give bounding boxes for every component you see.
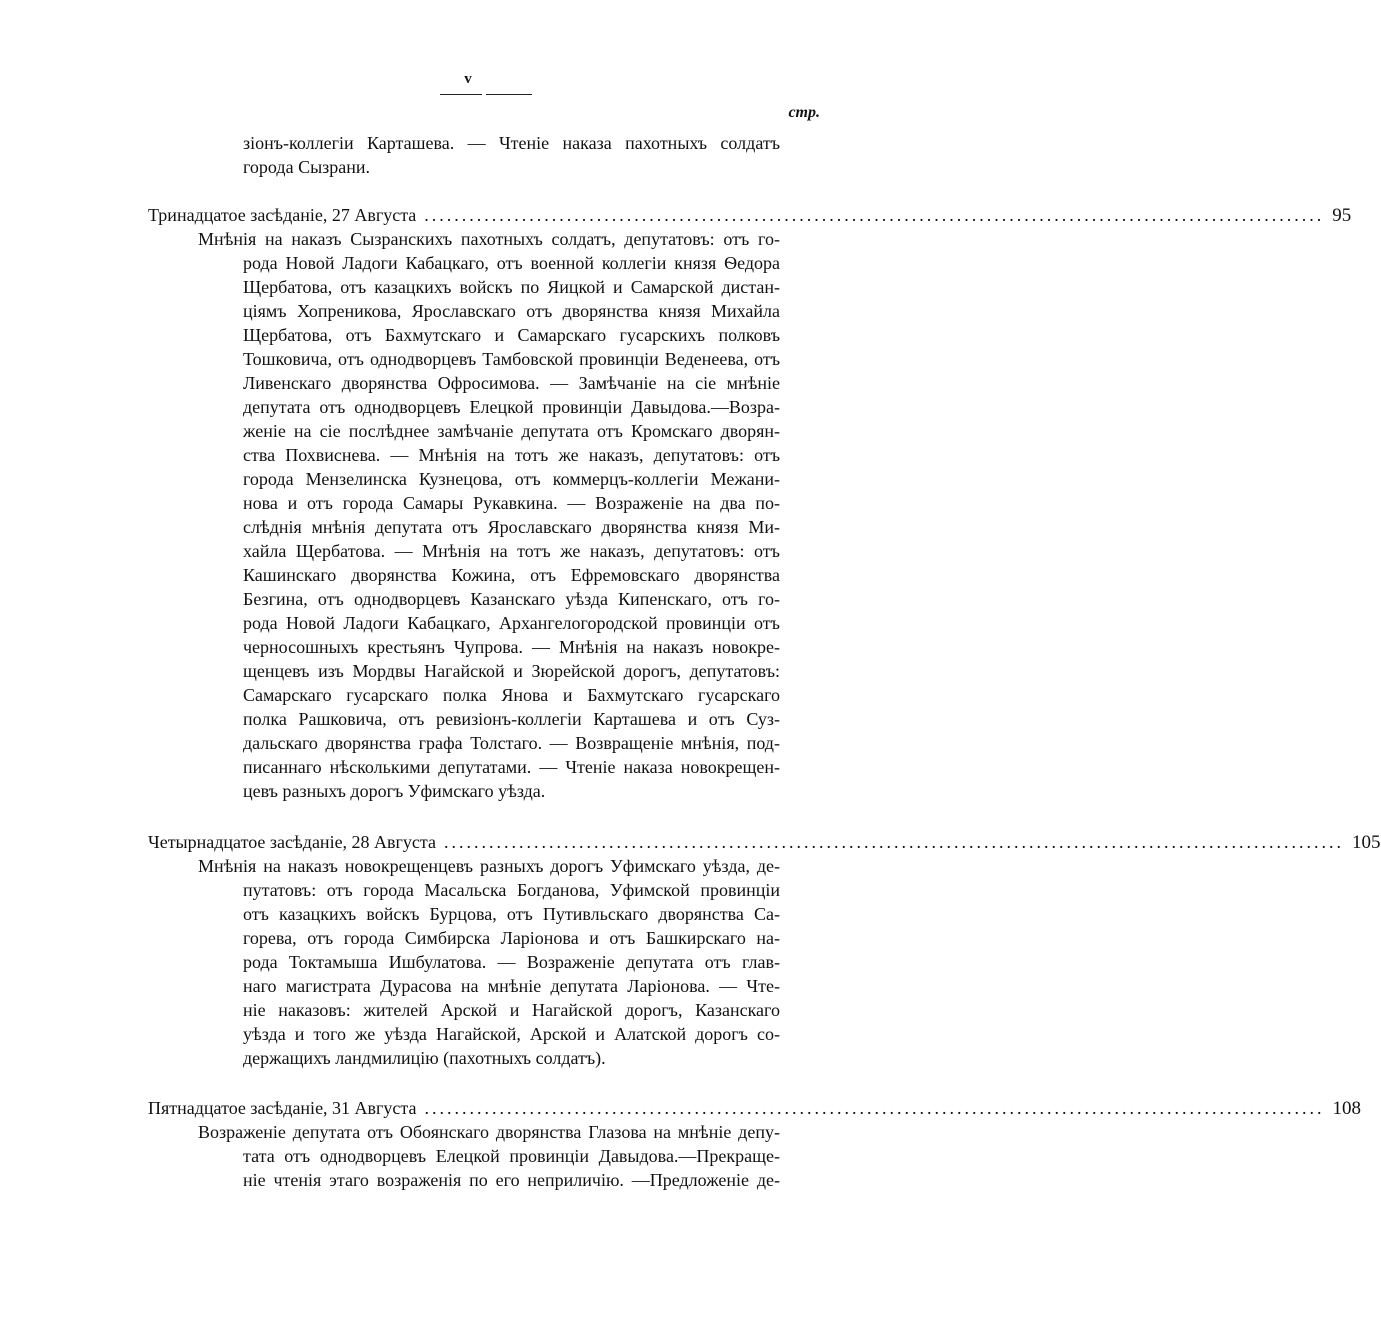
text-line: депутата отъ однодворцевъ Елецкой провинціи Давыдова.—Возра- (243, 397, 780, 417)
text-line: Безгина, отъ однодворцевъ Казанскаго уѣзда Кипенскаго, отъ го- (243, 589, 780, 609)
text-line: Самарскаго гусарскаго полка Янова и Бахмутскаго гусарскаго (243, 685, 781, 705)
text-line: рода Токтамыша Ишбулатова. — Возраженіе депутата отъ глав- (243, 952, 780, 972)
entry-page-number: 95 (1332, 205, 1352, 226)
text-line: города Сызрани. (243, 157, 371, 177)
toc-entry (148, 1096, 1361, 1192)
entry-heading (148, 1096, 1361, 1120)
entry-title: Тринадцатое засѣданіе, 27 Августа (148, 205, 417, 225)
text-line: Ливенскаго дворянства Офросимова. — Замѣчаніе на сіе мнѣніе (243, 373, 781, 393)
text-line: путатовъ: отъ города Масальска Богданова, Уфимской провинціи (243, 880, 780, 900)
text-line: Возраженіе депутата отъ Обоянскаго дворянства Глазова на мнѣніе депу- (198, 1122, 780, 1142)
text-line: дальскаго дворянства графа Толстаго. — Возвращеніе мнѣнія, под- (243, 733, 780, 753)
dot-leader: ........................................................................................................................ (424, 205, 1325, 225)
dot-leader: ........................................................................................................................ (444, 832, 1344, 852)
text-line: рода Новой Ладоги Кабацкаго, отъ военной коллегіи князя Ѳедора (243, 253, 781, 273)
text-line: ства Похвиснева. — Мнѣнія на тотъ же наказъ, депутатовъ: отъ (243, 445, 781, 465)
text-line: Мнѣнія на наказъ новокрещенцевъ разныхъ дорогъ Уфимскаго уѣзда, де- (198, 856, 781, 876)
text-line: отъ казацкихъ войскъ Бурцова, отъ Путивльскаго дворянства Са- (243, 904, 780, 924)
continuation-paragraph (148, 131, 820, 179)
text-line: рода Новой Ладоги Кабацкаго, Архангелогородской провинціи отъ (243, 613, 780, 633)
text-line: тата отъ однодворцевъ Елецкой провинціи Давыдова.—Прекраще- (243, 1146, 781, 1166)
entry-heading (148, 203, 1352, 227)
text-line: писаннаго нѣсколькими депутатами. — Чтеніе наказа новокрещен- (243, 757, 780, 777)
text-line: нова и отъ города Самары Рукавкина. — Возраженіе на два по- (243, 493, 781, 513)
text-line: слѣднія мнѣнія депутата отъ Ярославскаго дворянства князя Ми- (243, 517, 780, 537)
text-line: ніе чтенія этаго возраженія по его неприличію. —Предложеніе де- (243, 1170, 781, 1190)
folio-rule (486, 94, 532, 95)
page-column-label: стр. (788, 104, 820, 121)
text-line: хайла Щербатова. — Мнѣнія на тотъ же наказъ, депутатовъ: отъ (243, 541, 780, 561)
text-line: ціямъ Хопреникова, Ярославскаго отъ дворянства князя Михайла (243, 301, 781, 321)
text-line: женіе на сіе послѣднее замѣчаніе депутата отъ Кромскаго дворян- (243, 421, 781, 441)
text-line: горева, отъ города Симбирска Ларіонова и отъ Башкирскаго на- (243, 928, 780, 948)
entry-heading (148, 830, 1381, 854)
text-line: держащихъ ландмилицію (пахотныхъ солдатъ). (243, 1048, 606, 1068)
toc-entry (148, 203, 1352, 803)
page-folio: v (464, 71, 472, 87)
text-line: полка Рашковича, отъ ревизіонъ-коллегіи Карташева и отъ Суз- (243, 709, 781, 729)
text-line: наго магистрата Дурасова на мнѣніе депутата Ларіонова. — Чте- (243, 976, 780, 996)
text-line: ніе наказовъ: жителей Арской и Нагайской дорогъ, Казанскаго (243, 1000, 780, 1020)
text-line: зіонъ-коллегіи Карташева. — Чтеніе наказа пахотныхъ солдатъ (243, 133, 781, 153)
folio-rule (440, 94, 482, 95)
text-line: Щербатова, отъ Бахмутскаго и Самарскаго гусарскихъ полковъ (243, 325, 781, 345)
text-line: Мнѣнія на наказъ Сызранскихъ пахотныхъ солдатъ, депутатовъ: отъ го- (198, 229, 780, 249)
entry-page-number: 108 (1332, 1098, 1361, 1119)
text-line: цевъ разныхъ дорогъ Уфимскаго уѣзда. (243, 781, 546, 801)
text-line: города Мензелинска Кузнецова, отъ коммерцъ-коллегіи Межани- (243, 469, 781, 489)
text-line: Тошковича, отъ однодворцевъ Тамбовской провинціи Веденеева, отъ (243, 349, 781, 369)
toc-entry (148, 830, 1381, 1070)
text-line: Щербатова, отъ казацкихъ войскъ по Яицкой и Самарской дистан- (243, 277, 780, 297)
text-line: щенцевъ изъ Мордвы Нагайской и Зюрейской дорогъ, депутатовъ: (243, 661, 781, 681)
text-line: черносошныхъ крестьянъ Чупрова. — Мнѣнія на наказъ новокре- (243, 637, 781, 657)
entry-page-number: 105 (1352, 832, 1381, 853)
entry-title: Пятнадцатое засѣданіе, 31 Августа (148, 1098, 417, 1118)
text-line: уѣзда и того же уѣзда Нагайской, Арской и Алатской дорогъ со- (243, 1024, 781, 1044)
text-line: Кашинскаго дворянства Кожина, отъ Ефремовскаго дворянства (243, 565, 780, 585)
entry-title: Четырнадцатое засѣданіе, 28 Августа (148, 832, 436, 852)
dot-leader: ........................................................................................................................ (424, 1098, 1325, 1118)
